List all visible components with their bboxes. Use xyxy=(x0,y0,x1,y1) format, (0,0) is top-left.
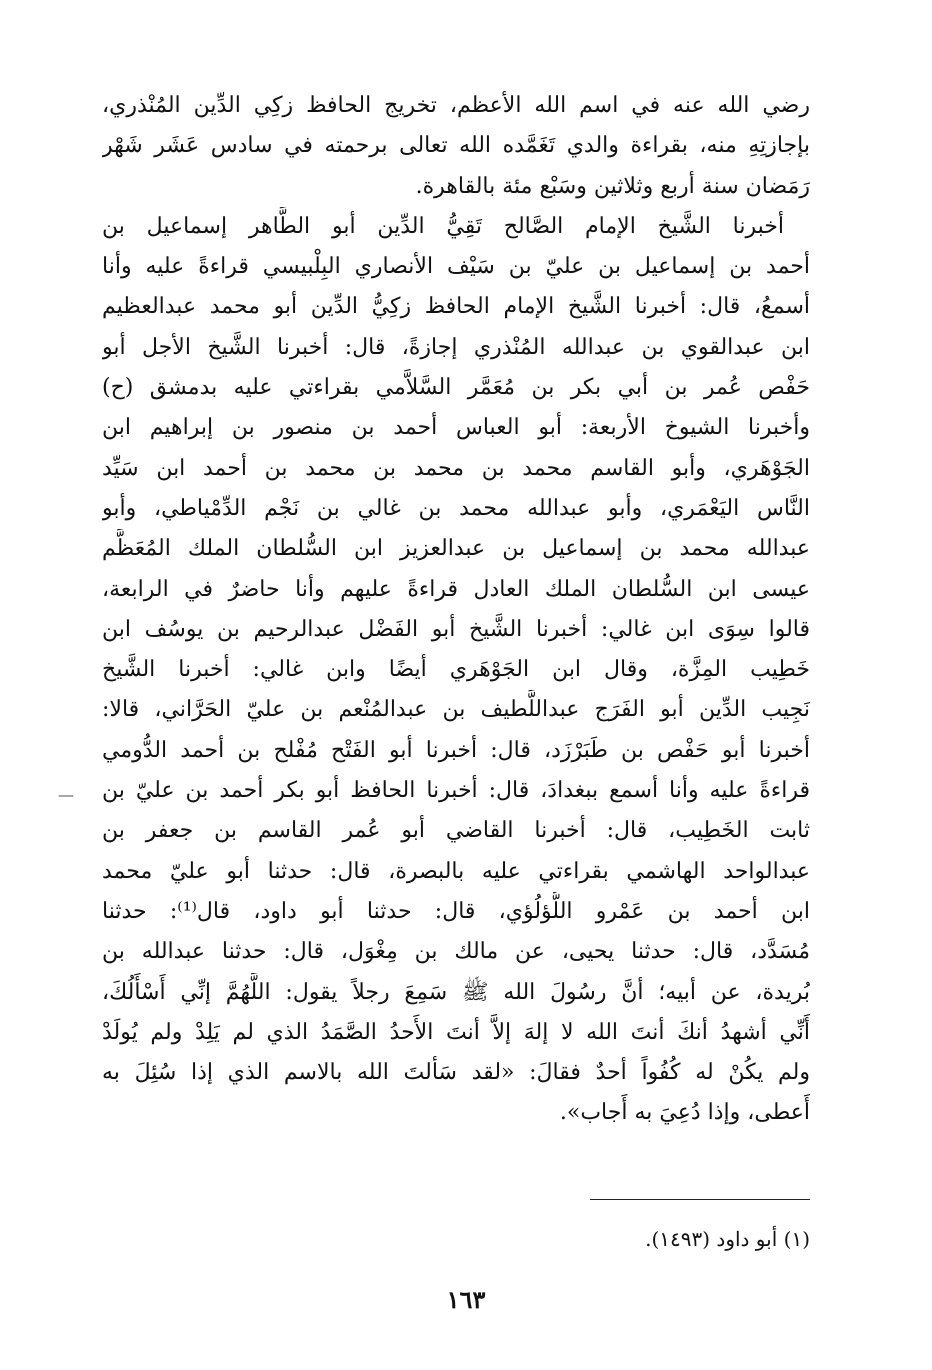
footnote: (١) أبو داود (١٤٩٣). xyxy=(645,1227,810,1251)
text-line: قالوا سِوَى ابن غالي: أخبرنا الشَّيخ أبو الفَضْل عبدالرحيم بن يوسُف ابن xyxy=(102,616,810,642)
text-line: النَّاس اليَعْمَري، وأبو عبدالله محمد بن غالي بن نَجْم الدِّمْياطي، وأبو xyxy=(102,495,810,521)
text-line: ابن أحمد بن عَمْرو اللُّؤلُؤي، قال: حدثنا أبو داود، قال⁽¹⁾: حدثنا xyxy=(102,898,810,924)
text-line: عبدالواحد الهاشمي بقراءتي عليه بالبصرة، قال: حدثنا أبو عليّ محمد xyxy=(102,858,810,884)
text-line: أسمعُ، قال: أخبرنا الشَّيخ الإمام الحافظ زكِيُّ الدِّين أبو محمد عبدالعظيم xyxy=(102,294,810,320)
text-line: رَمَضان سنة أربع وثلاثين وسَبْع مئة بالقاهرة. xyxy=(415,173,810,199)
text-line: بإجازتِهِ منه، بقراءة والدي تَغَمَّده الله تعالى برحمته في سادس عَشَر شَهْر xyxy=(102,133,810,159)
text-line: عبدالله محمد بن إسماعيل بن عبدالعزيز ابن السُّلطان الملك المُعَظَّم xyxy=(102,536,810,562)
text-line: أَنِّي أشهدُ أنكَ أنتَ الله لا إلهَ إلاَّ أنتَ الأَحدُ الصَّمَدُ الذي لم يَلِدْ ولم يُولَدْ xyxy=(102,1019,810,1045)
page-number: ١٦٣ xyxy=(446,1285,486,1314)
text-line: الجَوْهَري، وأبو القاسم محمد بن محمد بن محمد بن أحمد ابن سَيِّد xyxy=(102,455,810,481)
text-line: مُسَدَّد، قال: حدثنا يحيى، عن مالك بن مِغْوَل، قال: حدثنا عبدالله بن xyxy=(102,939,810,965)
text-line: نَجِيب الدِّين أبو الفَرَج عبداللَّطيف بن عبدالمُنْعم بن عليّ الحَرَّاني، قالا: xyxy=(102,697,810,723)
body-text xyxy=(102,86,810,1134)
text-line: أخبرنا أبو حَفْص بن طَبَرْزَد، قال: أخبرنا أبو الفَتْح مُفْلح بن أحمد الدُّومي xyxy=(102,737,810,763)
text-line: وأخبرنا الشيوخ الأربعة: أبو العباس أحمد بن منصور بن إبراهيم ابن xyxy=(102,415,810,441)
text-line: ثابت الخَطِيب، قال: أخبرنا القاضي أبو عُمر القاسم بن جعفر بن xyxy=(102,818,810,844)
text-line: أَعطى، وإذا دُعِيَ به أَجاب». xyxy=(559,1100,810,1126)
text-line: أحمد بن إسماعيل بن عليّ بن سَيْف الأنصاري البِلْبيسي قراءةً عليه وأنا xyxy=(102,254,810,280)
text-line: بُريدة، عن أبيه؛ أنَّ رسُولَ الله ﷺ سَمِعَ رجلاً يقول: اللَّهُمَّ إنِّي أَسْأَلُكَ، xyxy=(102,979,810,1005)
text-line: أخبرنا الشَّيخ الإمام الصَّالح تَقِيُّ الدِّين أبو الطَّاهر إسماعيل بن xyxy=(102,213,785,239)
text-line: ولم يكُنْ له كُفُواً أحدٌ فقالَ: «لقد سَألتَ الله بالاسم الذي إذا سُئِلَ به xyxy=(102,1060,810,1086)
text-line: حَفْص عُمر بن أبي بكر بن مُعَمَّر السَّلاَّمي بقراءتي عليه بدمشق (ح) xyxy=(102,375,810,401)
text-line: رضي الله عنه في اسم الله الأعظم، تخريج الحافظ زكِي الدِّين المُنْذري، xyxy=(102,93,810,118)
text-line: ابن عبدالقوي بن عبدالله المُنْذري إجازةً، قال: أخبرنا الشَّيخ الأجل أبو xyxy=(102,334,810,360)
text-line: قراءةً عليه وأنا أسمع ببغدادَ، قال: أخبرنا الحافظ أبو بكر أحمد بن عليّ بن xyxy=(102,778,810,804)
text-line: عيسى ابن السُّلطان الملك العادل قراءةً عليهم وأنا حاضرٌ في الرابعة، xyxy=(102,576,810,602)
margin-mark: — xyxy=(58,785,74,804)
text-line: خَطِيب المِزَّة، وقال ابن الجَوْهَري أيضًا وابن غالي: أخبرنا الشَّيخ xyxy=(102,657,810,683)
footnote-divider xyxy=(590,1199,810,1200)
